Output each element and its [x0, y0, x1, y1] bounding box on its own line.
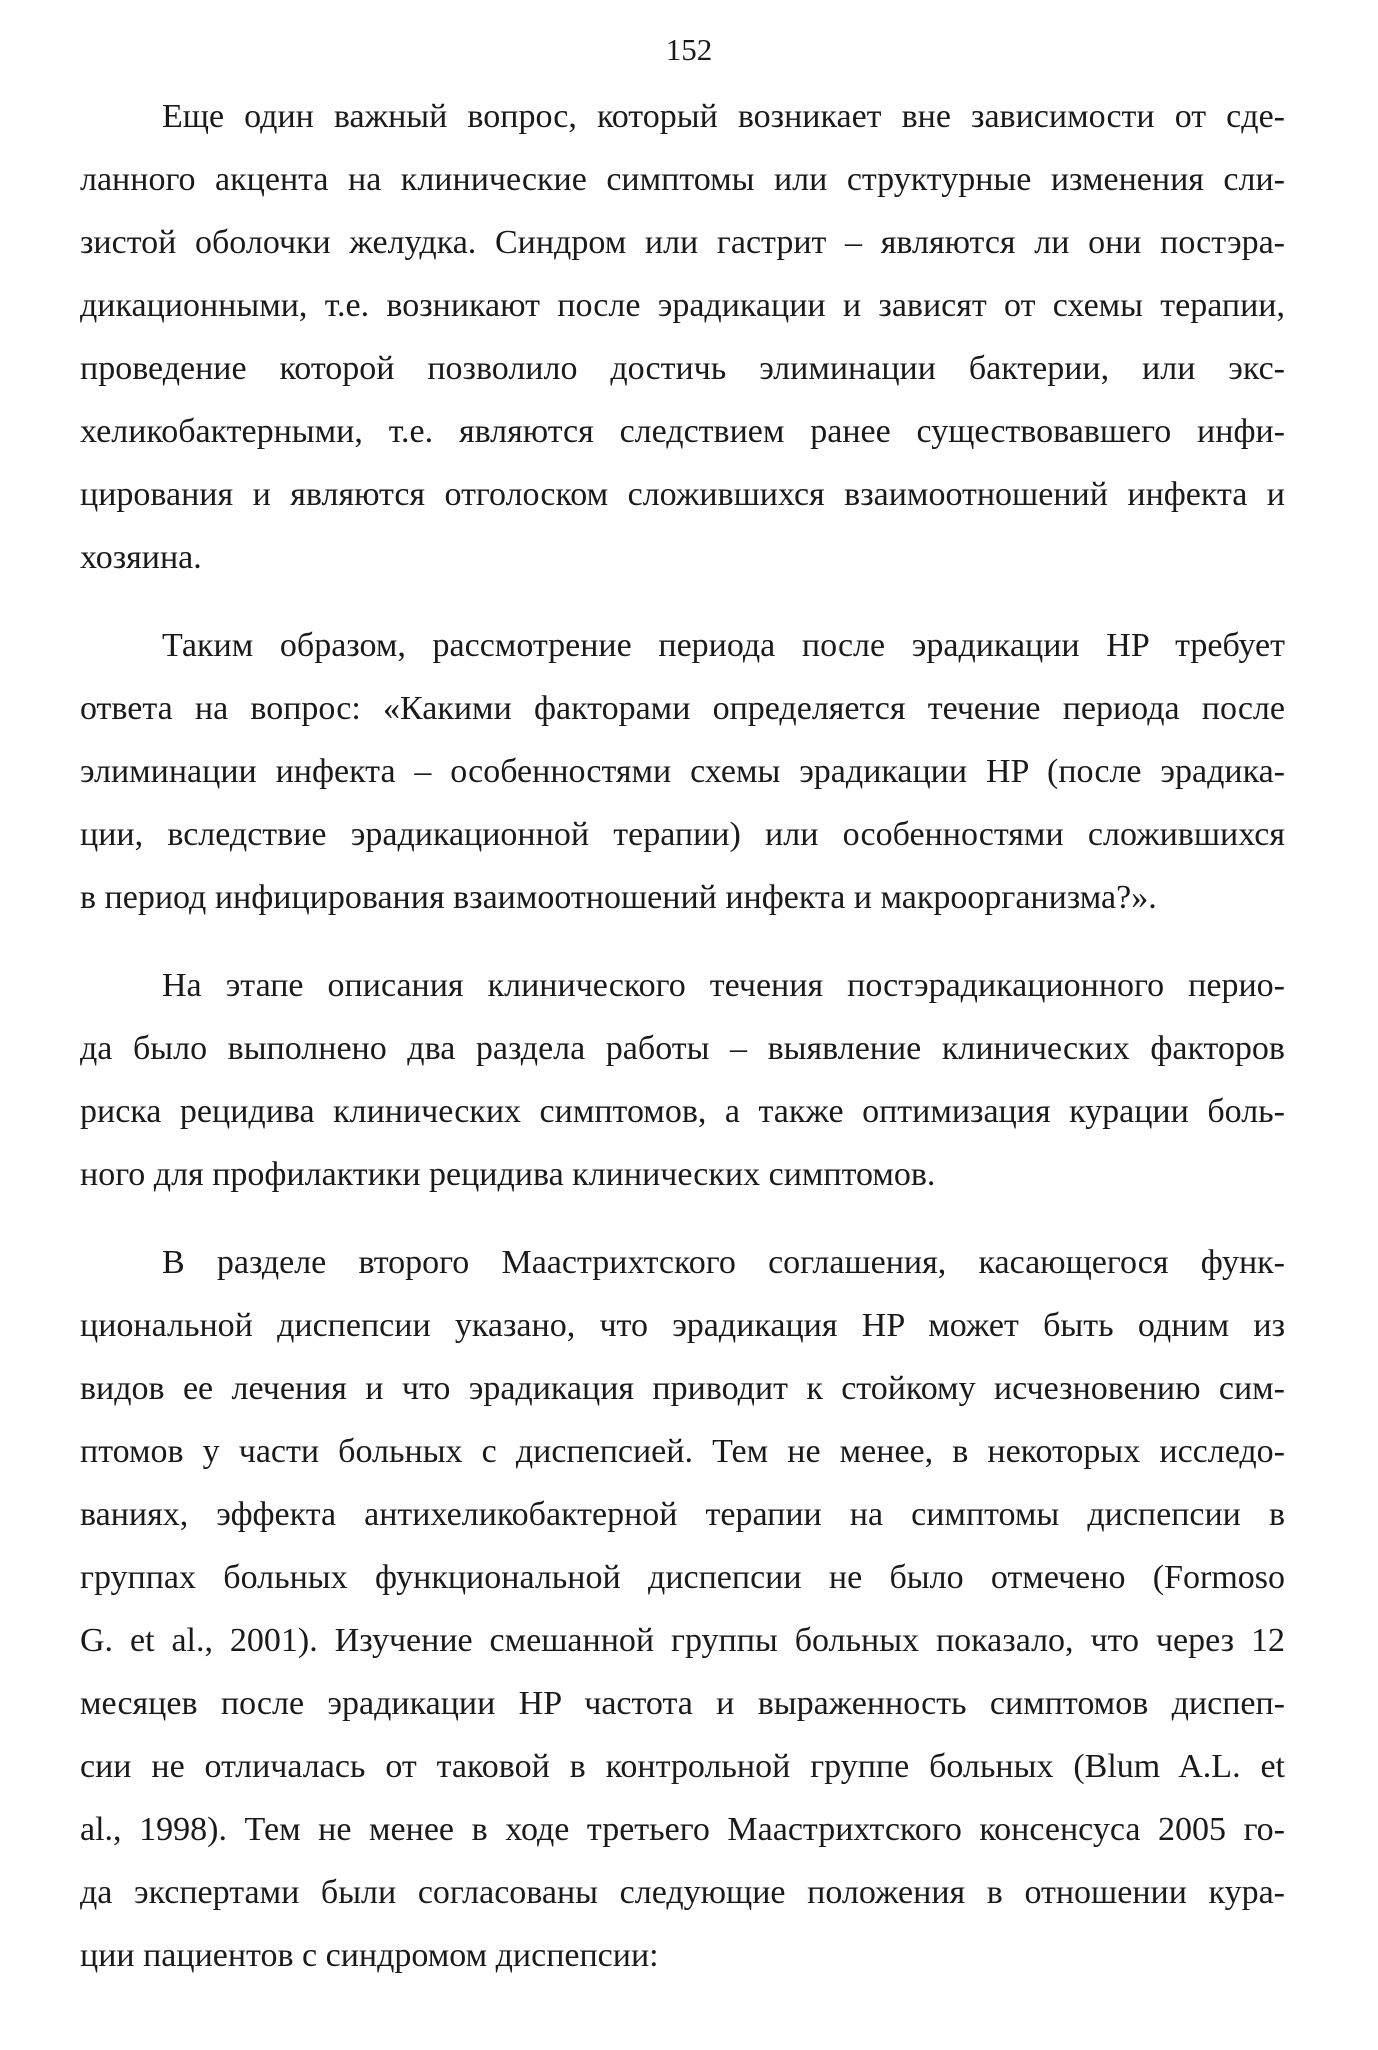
- text-line: ции пациентов с синдромом диспепсии:: [80, 1937, 659, 1974]
- text-line: да экспертами были согласованы следующие положения в отношении кура-: [80, 1874, 1285, 1911]
- paragraph-2: [80, 614, 1285, 929]
- text-line: цирования и являются отголоском сложившихся взаимоотношений инфекта и: [80, 476, 1285, 513]
- text-line: al., 1998). Тем не менее в ходе третьего Маастрихтского консенсуса 2005 го-: [80, 1811, 1285, 1848]
- text-line: хозяина.: [80, 539, 202, 576]
- text-line: месяцев после эрадикации HP частота и выраженность симптомов диспеп-: [80, 1685, 1285, 1722]
- body-text: [80, 85, 1285, 1987]
- text-line: риска рецидива клинических симптомов, а также оптимизация курации боль-: [80, 1093, 1285, 1130]
- text-line: На этапе описания клинического течения постэрадикационного перио-: [162, 967, 1285, 1004]
- text-line: хеликобактерными, т.е. являются следствием ранее существовавшего инфи-: [80, 413, 1285, 450]
- text-line: да было выполнено два раздела работы – выявление клинических факторов: [80, 1030, 1285, 1067]
- paragraph-3: [80, 954, 1285, 1206]
- text-line: В разделе второго Маастрихтского соглашения, касающегося функ-: [162, 1244, 1285, 1281]
- text-line: ции, вследствие эрадикационной терапии) или особенностями сложившихся: [80, 816, 1285, 853]
- text-line: в период инфицирования взаимоотношений инфекта и макроорганизма?».: [80, 879, 1157, 916]
- text-line: группах больных функциональной диспепсии не было отмечено (Formoso: [80, 1559, 1285, 1596]
- text-line: ответа на вопрос: «Какими факторами определяется течение периода после: [80, 690, 1285, 727]
- text-line: ланного акцента на клинические симптомы или структурные изменения сли-: [80, 161, 1285, 198]
- paragraph-4: [80, 1231, 1285, 1987]
- text-line: Еще один важный вопрос, который возникает вне зависимости от сде-: [162, 98, 1285, 135]
- text-line: ного для профилактики рецидива клинических симптомов.: [80, 1156, 936, 1193]
- text-line: циональной диспепсии указано, что эрадикация HP может быть одним из: [80, 1307, 1285, 1344]
- text-line: ваниях, эффекта антихеликобактерной терапии на симптомы диспепсии в: [80, 1496, 1285, 1533]
- text-line: элиминации инфекта – особенностями схемы эрадикации HP (после эрадика-: [80, 753, 1285, 790]
- page-number: 152: [665, 32, 713, 67]
- text-line: Таким образом, рассмотрение периода после эрадикации HP требует: [162, 627, 1285, 664]
- text-line: дикационными, т.е. возникают после эрадикации и зависят от схемы терапии,: [80, 287, 1285, 324]
- text-line: птомов у части больных с диспепсией. Тем не менее, в некоторых исследо-: [80, 1433, 1285, 1470]
- text-line: проведение которой позволило достичь элиминации бактерии, или экс-: [80, 350, 1285, 387]
- text-line: сии не отличалась от таковой в контрольной группе больных (Blum A.L. et: [80, 1748, 1285, 1785]
- text-line: видов ее лечения и что эрадикация приводит к стойкому исчезновению сим-: [80, 1370, 1285, 1407]
- text-line: G. et al., 2001). Изучение смешанной группы больных показало, что через 12: [80, 1622, 1285, 1659]
- paragraph-1: [80, 85, 1285, 589]
- text-line: зистой оболочки желудка. Синдром или гастрит – являются ли они постэра-: [80, 224, 1285, 261]
